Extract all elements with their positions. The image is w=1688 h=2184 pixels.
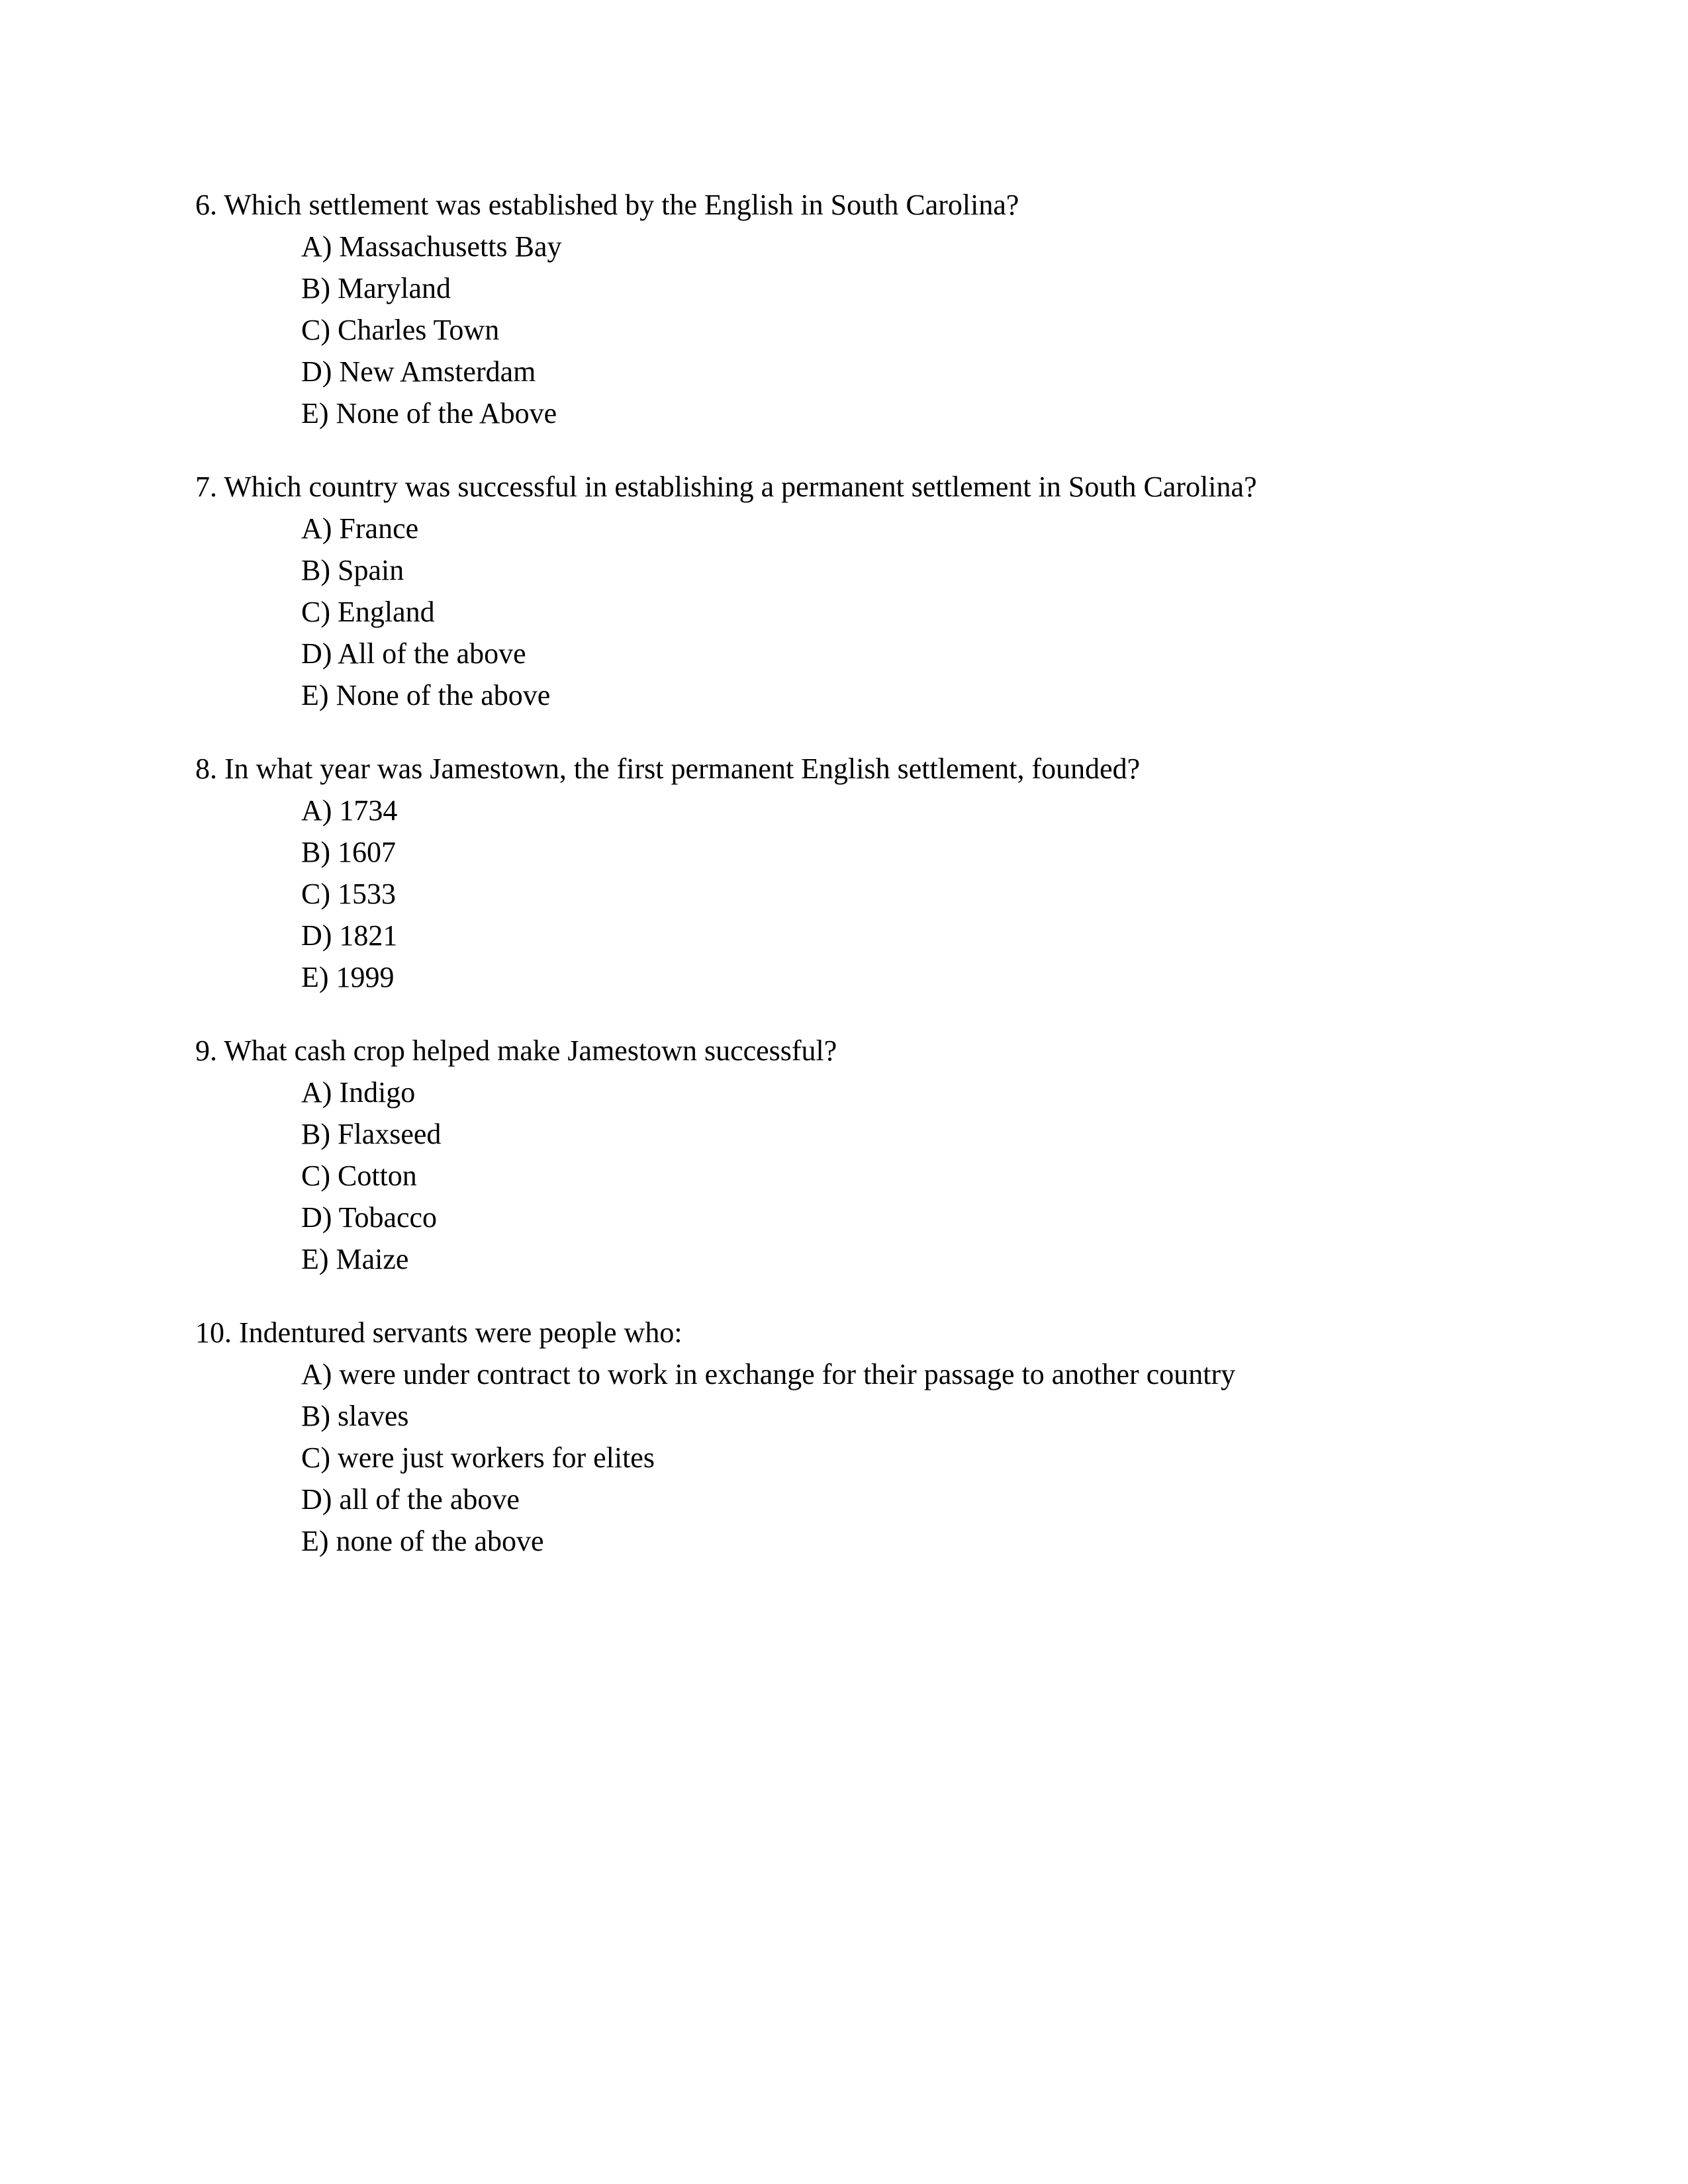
option-10-d[interactable]: D) all of the above	[301, 1483, 520, 1516]
option-9-d[interactable]: D) Tobacco	[301, 1201, 438, 1234]
question-block-8	[195, 748, 1496, 998]
question-block-9	[195, 1030, 1496, 1280]
question-text-6: 6. Which settlement was established by the English in South Carolina?	[195, 189, 1019, 221]
option-10-e[interactable]: E) none of the above	[301, 1525, 544, 1557]
question-block-7	[195, 466, 1496, 716]
option-6-c[interactable]: C) Charles Town	[301, 314, 500, 346]
options-list-6	[195, 226, 1496, 434]
options-list-8	[195, 790, 1496, 998]
option-10-a[interactable]: A) were under contract to work in exchange for their passage to another country	[301, 1358, 1236, 1390]
questions-container	[195, 184, 1496, 1562]
question-text-8: 8. In what year was Jamestown, the first permanent English settlement, founded?	[195, 752, 1141, 785]
option-6-d[interactable]: D) New Amsterdam	[301, 355, 536, 388]
option-10-c[interactable]: C) were just workers for elites	[301, 1441, 655, 1474]
option-8-c[interactable]: C) 1533	[301, 878, 396, 910]
option-9-a[interactable]: A) Indigo	[301, 1076, 416, 1109]
question-block-10	[195, 1312, 1496, 1562]
question-text-7: 7. Which country was successful in establishing a permanent settlement in South Carolina?	[195, 471, 1257, 503]
option-6-b[interactable]: B) Maryland	[301, 272, 451, 304]
option-9-e[interactable]: E) Maize	[301, 1243, 409, 1275]
question-text-9: 9. What cash crop helped make Jamestown successful?	[195, 1034, 837, 1067]
option-8-d[interactable]: D) 1821	[301, 919, 398, 952]
option-9-c[interactable]: C) Cotton	[301, 1160, 417, 1192]
question-text-10: 10. Indentured servants were people who:	[195, 1316, 682, 1349]
options-list-7	[195, 508, 1496, 716]
options-list-10	[195, 1353, 1496, 1562]
option-7-b[interactable]: B) Spain	[301, 554, 404, 586]
option-6-a[interactable]: A) Massachusetts Bay	[301, 230, 562, 263]
option-10-b[interactable]: B) slaves	[301, 1400, 409, 1432]
option-8-b[interactable]: B) 1607	[301, 836, 396, 868]
options-list-9	[195, 1071, 1496, 1280]
option-7-a[interactable]: A) France	[301, 512, 419, 545]
option-7-c[interactable]: C) England	[301, 596, 435, 628]
question-block-6	[195, 184, 1496, 434]
option-8-a[interactable]: A) 1734	[301, 794, 398, 827]
option-7-d[interactable]: D) All of the above	[301, 637, 526, 670]
option-7-e[interactable]: E) None of the above	[301, 679, 551, 711]
option-9-b[interactable]: B) Flaxseed	[301, 1118, 442, 1150]
option-6-e[interactable]: E) None of the Above	[301, 397, 557, 430]
option-8-e[interactable]: E) 1999	[301, 961, 395, 993]
